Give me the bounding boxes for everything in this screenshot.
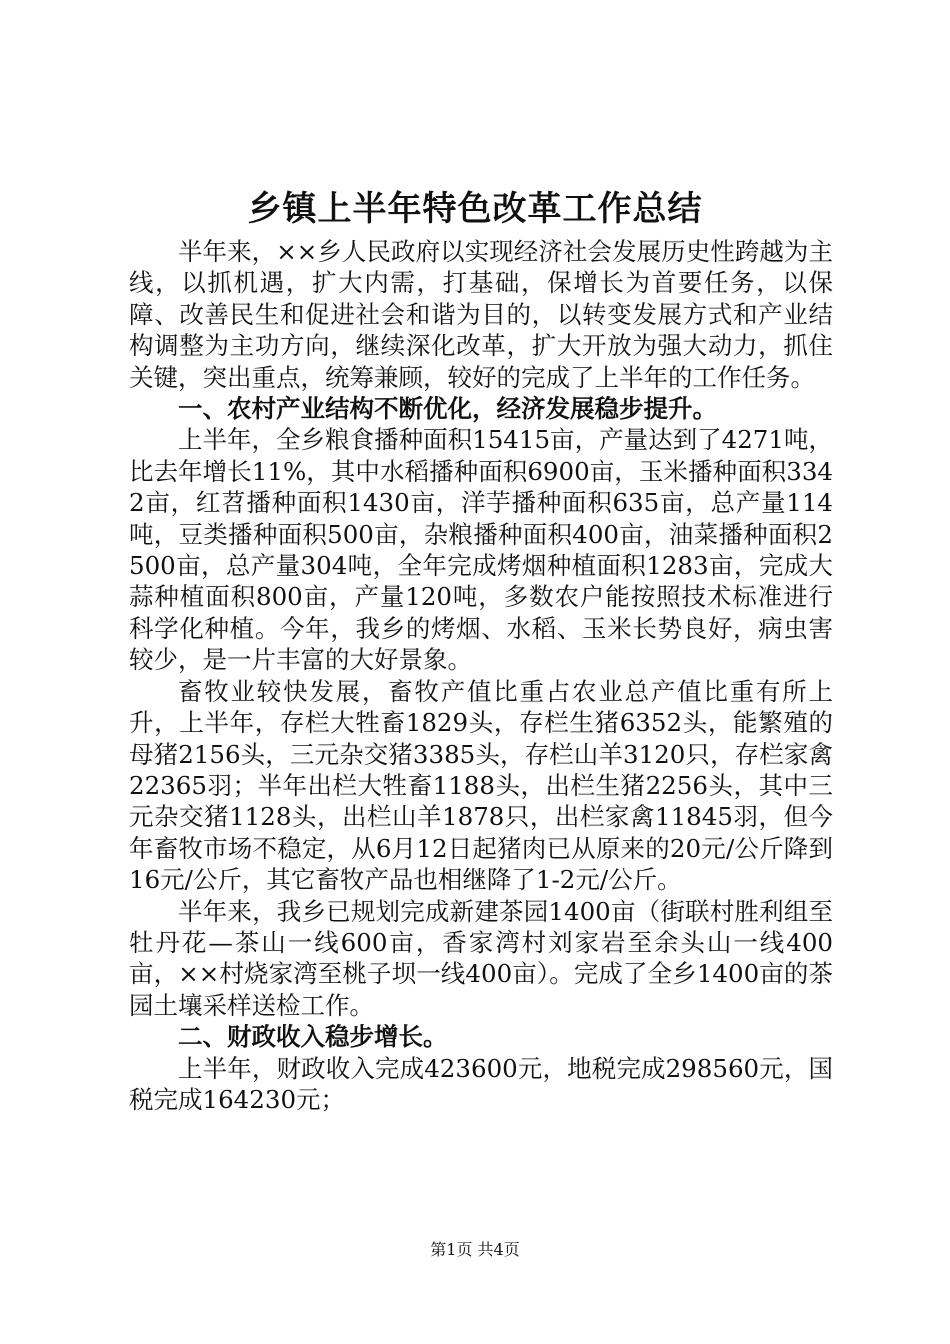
paragraph-crops: 上半年，全乡粮食播种面积15415亩，产量达到了4271吨，比去年增长11%，其中水稻播种面积6900亩，玉米播种面积3342亩，红苕播种面积1430亩，洋芋播种面积635亩，总产量114吨，豆类播种面积500亩，杂粮播种面积400亩，油菜播种面积2500亩，总产量304吨，全年完成烤烟种植面积1283亩，完成大蒜种植面积800亩，产量120吨，多数农户能按照技术标准进行科学化种植。今年，我乡的烤烟、水稻、玉米长势良好，病虫害较少，是一片丰富的大好景象。 bbox=[129, 425, 833, 675]
document-body bbox=[129, 236, 833, 1115]
paragraph-tea-garden: 半年来，我乡已规划完成新建茶园1400亩（街联村胜利组至牡丹花—茶山一线600亩，香家湾村刘家岩至余头山一线400亩，××村烧家湾至桃子坝一线400亩）。完成了全乡1400亩的茶园土壤采样送检工作。 bbox=[129, 896, 833, 1020]
section-heading-2: 二、财政收入稳步增长。 bbox=[178, 1022, 448, 1052]
paragraph-livestock: 畜牧业较快发展，畜牧产值比重占农业总产值比重有所上升，上半年，存栏大牲畜1829头，存栏生猪6352头，能繁殖的母猪2156头，三元杂交猪3385头，存栏山羊3120只，存栏家禽22365羽；半年出栏大牲畜1188头，出栏生猪2256头，其中三元杂交猪1128头，出栏山羊1878只，出栏家禽11845羽，但今年畜牧市场不稳定，从6月12日起猪肉已从原来的20元/公斤降到16元/公斤，其它畜牧产品也相继降了1-2元/公斤。 bbox=[129, 676, 833, 895]
section-heading-1: 一、农村产业结构不断优化，经济发展稳步提升。 bbox=[178, 394, 717, 424]
paragraph-intro: 半年来，××乡人民政府以实现经济社会发展历史性跨越为主线，以抓机遇，扩大内需，打基础，保增长为首要任务，以保障、改善民生和促进社会和谐为目的，以转变发展方式和产业结构调整为主功方向，继续深化改革，扩大开放为强大动力，抓住关键，突出重点，统筹兼顾，较好的完成了上半年的工作任务。 bbox=[129, 237, 833, 392]
document-title: 乡镇上半年特色改革工作总结 bbox=[247, 189, 703, 229]
page-footer: 第1页 共4页 bbox=[430, 1240, 520, 1259]
paragraph-finance: 上半年，财政收入完成423600元，地税完成298560元，国税完成164230元； bbox=[129, 1053, 833, 1114]
